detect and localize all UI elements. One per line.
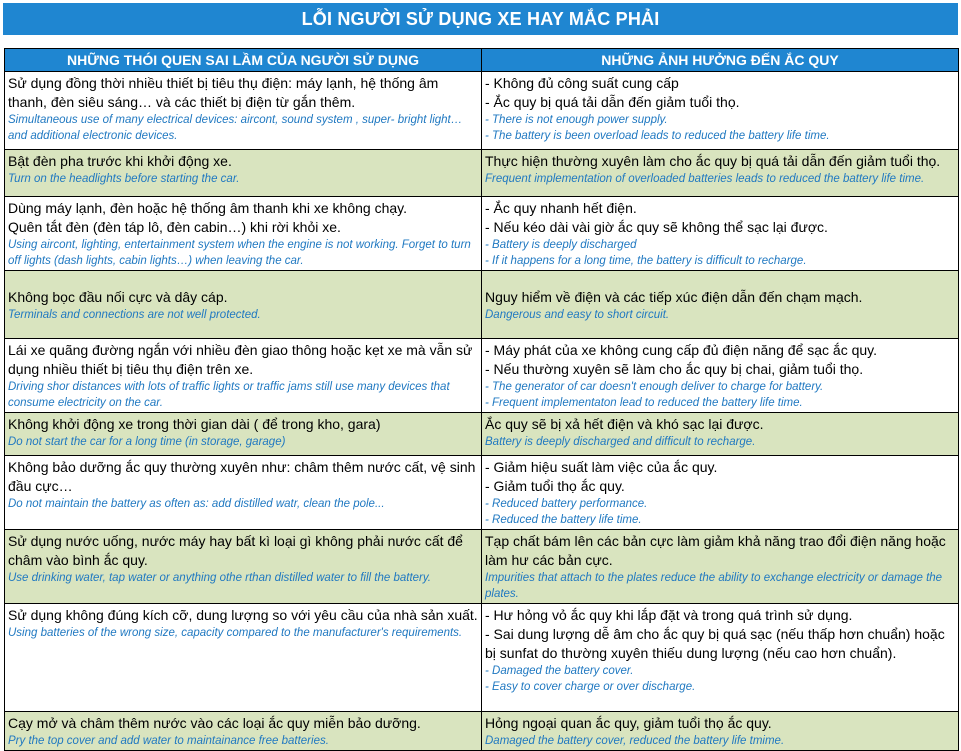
effect-text: - Giảm tuổi thọ ắc quy. bbox=[485, 478, 625, 494]
habit-translation: Do not maintain the battery as often as: add distilled watr, clean the pole... bbox=[8, 498, 385, 510]
table-row bbox=[5, 456, 959, 530]
effect-text: - Giảm hiệu suất làm việc của ắc quy. bbox=[485, 459, 718, 475]
effect-translation: - Easy to cover charge or over discharge. bbox=[485, 681, 696, 693]
effect-text: Tạp chất bám lên các bản cực làm giảm khả năng trao đổi điện năng hoặc làm hư các bản cực. bbox=[485, 533, 946, 568]
habit-translation: Simultaneous use of many electrical devices: aircont, sound system , super- bright light… and additional electronic devices. bbox=[8, 114, 463, 142]
effect-translation: - If it happens for a long time, the battery is difficult to recharge. bbox=[485, 255, 807, 267]
habit-translation: Use drinking water, tap water or anything othe rthan distilled water to fill the battery. bbox=[8, 572, 431, 584]
page-title: LỖI NGƯỜI SỬ DỤNG XE HAY MẮC PHẢI bbox=[3, 3, 958, 35]
table-row bbox=[5, 72, 959, 150]
habit-text: Sử dụng đồng thời nhiều thiết bị tiêu thụ điện: máy lạnh, hệ thống âm thanh, đèn siêu sáng… và các thiết bị điện từ gắn thêm. bbox=[8, 75, 439, 110]
habit-translation: Terminals and connections are not well protected. bbox=[8, 308, 261, 321]
habit-cell bbox=[5, 604, 482, 712]
effect-translation: - Damaged the battery cover. bbox=[485, 665, 634, 677]
effect-cell bbox=[482, 150, 959, 197]
habit-translation: Using aircont, lighting, entertainment system when the engine is not working. Forget to turn off lights (dash lights, cabin lights…) when leaving the car. bbox=[8, 239, 471, 267]
effect-translation: - Reduced the battery life time. bbox=[485, 514, 642, 526]
effect-text: - Hư hỏng vỏ ắc quy khi lắp đặt và trong quá trình sử dụng. bbox=[485, 607, 853, 623]
effect-text: - Nếu thường xuyên sẽ làm cho ắc quy bị chai, giảm tuổi thọ. bbox=[485, 361, 864, 377]
habit-text: Cạy mở và châm thêm nước vào các loại ắc quy miễn bảo dưỡng. bbox=[8, 715, 421, 731]
effect-cell bbox=[482, 271, 959, 339]
effect-translation: - There is not enough power supply. bbox=[485, 114, 668, 126]
habit-translation: Driving shor distances with lots of traffic lights or traffic jams still use many devices that consume electricity on the car. bbox=[8, 381, 450, 409]
habit-cell bbox=[5, 72, 482, 150]
habit-cell bbox=[5, 413, 482, 456]
effect-text: Thực hiện thường xuyên làm cho ắc quy bị quá tải dẫn đến giảm tuổi thọ. bbox=[485, 153, 941, 169]
habit-translation: Do not start the car for a long time (in storage, garage) bbox=[8, 436, 286, 448]
table-row bbox=[5, 197, 959, 271]
effect-translation: Damaged the battery cover, reduced the battery life tmime. bbox=[485, 735, 785, 747]
table-row bbox=[5, 150, 959, 197]
habit-translation: Pry the top cover and add water to maintainance free batteries. bbox=[8, 735, 329, 747]
habit-text: Không khởi động xe trong thời gian dài ( để trong kho, gara) bbox=[8, 416, 381, 432]
effect-translation: - The battery is been overload leads to reduced the battery life time. bbox=[485, 130, 830, 142]
effect-translation: - Frequent implementaton lead to reduced the battery life time. bbox=[485, 397, 803, 409]
habit-cell bbox=[5, 271, 482, 339]
effect-text: - Nếu kéo dài vài giờ ắc quy sẽ không thể sạc lại được. bbox=[485, 219, 828, 235]
effect-text: Nguy hiểm về điện và các tiếp xúc điện dẫn đến chạm mạch. bbox=[485, 288, 863, 305]
effect-translation: - Battery is deeply discharged bbox=[485, 239, 637, 251]
habit-text: Sử dụng nước uống, nước máy hay bất kì loại gì không phải nước cất để châm vào bình ắc quy. bbox=[8, 533, 463, 568]
column-header-effects: NHỮNG ẢNH HƯỞNG ĐẾN ẮC QUY bbox=[482, 49, 959, 72]
effect-text: Hỏng ngoại quan ắc quy, giảm tuổi thọ ắc quy. bbox=[485, 715, 772, 731]
effect-translation: Dangerous and easy to short circuit. bbox=[485, 308, 670, 321]
effect-cell bbox=[482, 72, 959, 150]
effect-cell bbox=[482, 197, 959, 271]
habit-text: Không bọc đầu nối cực và dây cáp. bbox=[8, 288, 228, 305]
effect-translation: Battery is deeply discharged and difficult to recharge. bbox=[485, 436, 756, 448]
habit-text: Sử dụng không đúng kích cỡ, dung lượng so với yêu cầu của nhà sản xuất. bbox=[8, 607, 478, 623]
habit-cell bbox=[5, 530, 482, 604]
effect-text: Ắc quy sẽ bị xả hết điện và khó sạc lại được. bbox=[485, 416, 764, 432]
effect-translation: - Reduced battery performance. bbox=[485, 498, 648, 510]
habit-cell bbox=[5, 339, 482, 413]
effect-text: - Ắc quy nhanh hết điện. bbox=[485, 200, 637, 216]
habit-text: Không bảo dưỡng ắc quy thường xuyên như: châm thêm nước cất, vệ sinh đầu cực… bbox=[8, 459, 476, 494]
effect-cell bbox=[482, 530, 959, 604]
habit-cell bbox=[5, 150, 482, 197]
table-row bbox=[5, 530, 959, 604]
column-header-habits: NHỮNG THÓI QUEN SAI LẦM CỦA NGƯỜI SỬ DỤNG bbox=[5, 49, 482, 72]
table-body bbox=[5, 72, 959, 751]
effect-translation: Frequent implementation of overloaded batteries leads to reduced the battery life time. bbox=[485, 173, 925, 185]
effect-text: - Ắc quy bị quá tải dẫn đến giảm tuổi thọ. bbox=[485, 94, 740, 110]
effect-cell bbox=[482, 413, 959, 456]
effect-text: - Không đủ công suất cung cấp bbox=[485, 75, 679, 91]
habit-cell bbox=[5, 456, 482, 530]
habit-text: Lái xe quãng đường ngắn với nhiều đèn giao thông hoặc kẹt xe mà vẫn sử dụng nhiều thiết bị tiêu thụ điện trên xe. bbox=[8, 342, 473, 377]
habit-text: Quên tắt đèn (đèn táp lô, đèn cabin…) khi rời khỏi xe. bbox=[8, 219, 341, 235]
table-header-row bbox=[5, 49, 959, 72]
effect-cell bbox=[482, 456, 959, 530]
table-row bbox=[5, 413, 959, 456]
effect-text: - Sai dung lượng dễ âm cho ắc quy bị quá sạc (nếu thấp hơn chuẩn) hoặc bị sunfat do thường xuyên thiếu dung lượng (nếu cao hơn chuẩn). bbox=[485, 626, 945, 661]
habit-text: Dùng máy lạnh, đèn hoặc hệ thống âm thanh khi xe không chạy. bbox=[8, 200, 408, 216]
habit-text: Bật đèn pha trước khi khởi động xe. bbox=[8, 153, 232, 169]
errors-table bbox=[4, 48, 959, 751]
table-row bbox=[5, 271, 959, 339]
habit-cell bbox=[5, 197, 482, 271]
table-row bbox=[5, 604, 959, 712]
habit-translation: Using batteries of the wrong size, capacity compared to the manufacturer's requirements. bbox=[8, 627, 463, 639]
effect-translation: - The generator of car doesn't enough deliver to charge for battery. bbox=[485, 381, 824, 393]
effect-cell bbox=[482, 604, 959, 712]
effect-translation: Impurities that attach to the plates reduce the ability to exchange electricity or damage the plates. bbox=[485, 572, 943, 600]
effect-text: - Máy phát của xe không cung cấp đủ điện năng để sạc ắc quy. bbox=[485, 342, 877, 358]
table-row bbox=[5, 339, 959, 413]
effect-cell bbox=[482, 339, 959, 413]
habit-translation: Turn on the headlights before starting the car. bbox=[8, 173, 240, 185]
